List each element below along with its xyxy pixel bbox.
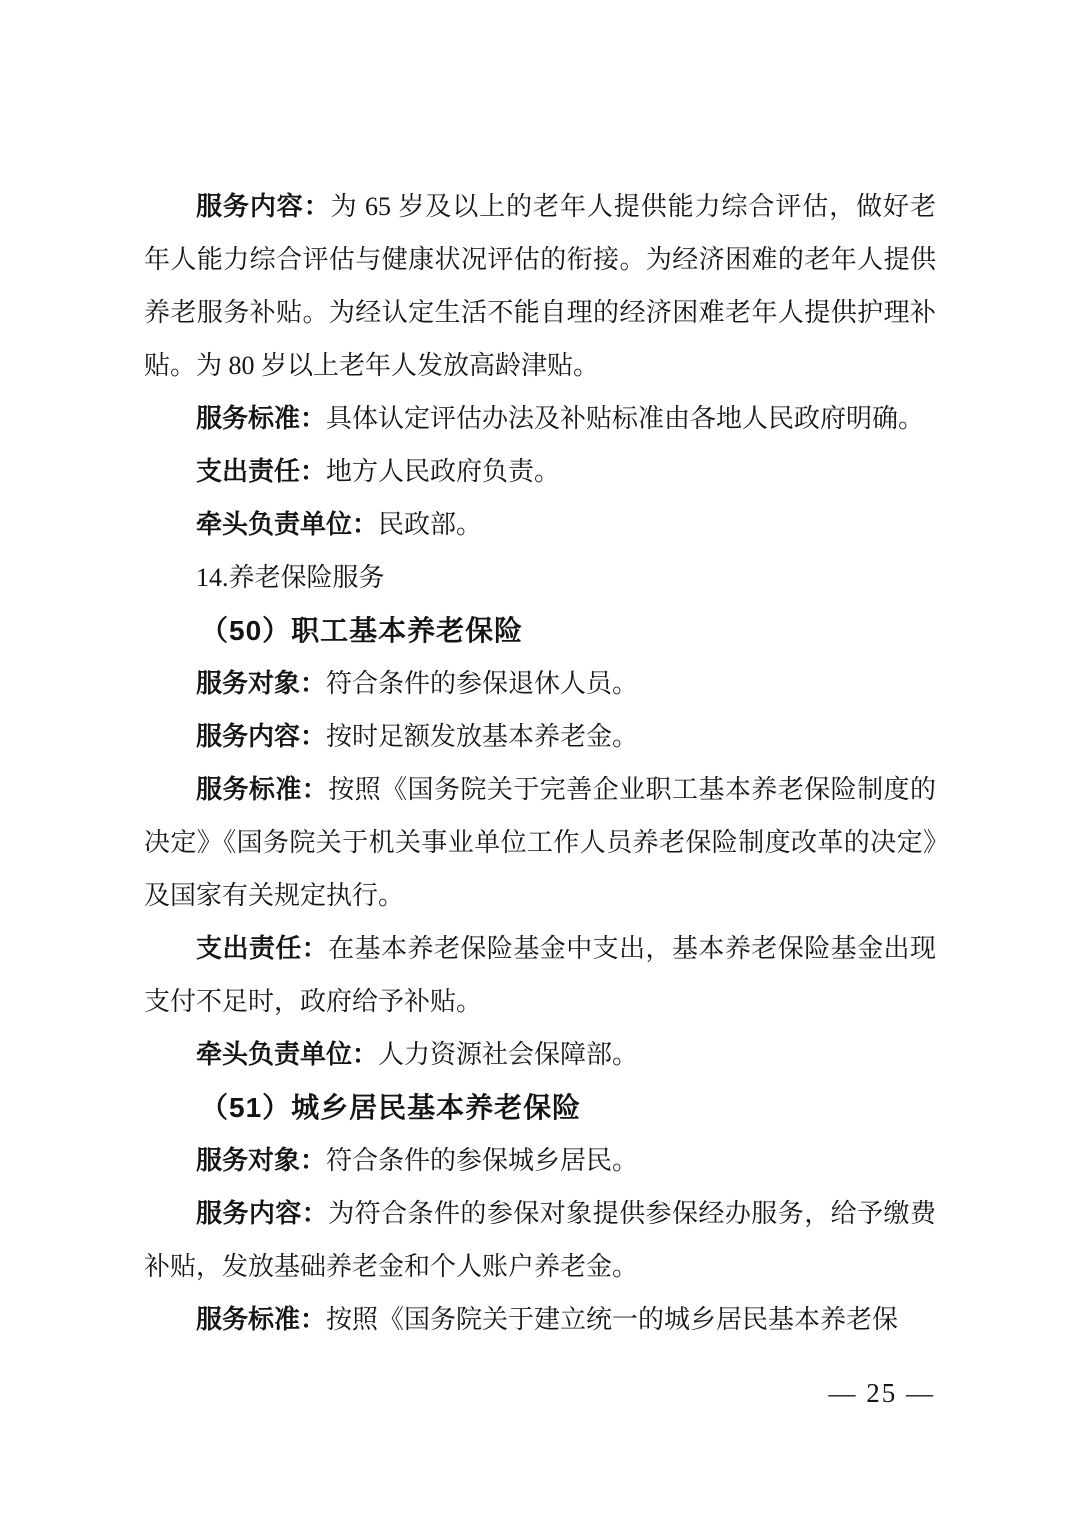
para-service-content-51: [144, 1187, 936, 1293]
para-lead-unit-50: [144, 1028, 936, 1081]
para-service-standard-51: [144, 1293, 936, 1346]
field-text-expenditure: 地方人民政府负责。: [326, 457, 561, 486]
heading-51-text: （51）城乡居民基本养老保险: [200, 1092, 582, 1123]
field-text-service-content: 按时足额发放基本养老金。: [326, 722, 639, 751]
field-label-service-content: 服务内容：: [196, 722, 327, 751]
field-label-expenditure: 支出责任：: [196, 457, 327, 486]
para-expenditure-responsibility-50: [144, 922, 936, 1028]
heading-50-employee-basic-pension: [144, 604, 936, 657]
field-label-lead-unit: 牵头负责单位：: [196, 510, 379, 539]
field-text-lead-unit: 人力资源社会保障部。: [378, 1040, 639, 1069]
field-text-lead-unit: 民政部。: [378, 510, 483, 539]
field-text-service-standard: 具体认定评估办法及补贴标准由各地人民政府明确。: [326, 404, 925, 433]
para-service-standard-50: [144, 763, 936, 922]
heading-51-urban-rural-basic-pension: [144, 1081, 936, 1134]
heading-50-text: （50）职工基本养老保险: [200, 615, 524, 646]
para-service-target-50: [144, 657, 936, 710]
field-text-service-standard: 按照《国务院关于建立统一的城乡居民基本养老保: [326, 1305, 899, 1334]
field-text-service-standard: 按照《国务院关于完善企业职工基本养老保险制度的决定》《国务院关于机关事业单位工作人员养老保险制度改革的决定》及国家有关规定执行。: [144, 775, 936, 910]
field-label-service-standard: 服务标准：: [196, 1305, 327, 1334]
field-label-service-standard: 服务标准：: [196, 404, 327, 433]
field-text-service-content: 为符合条件的参保对象提供参保经办服务，给予缴费补贴，发放基础养老金和个人账户养老金。: [144, 1199, 936, 1281]
page-number: — 25 —: [828, 1378, 935, 1408]
field-label-service-content: 服务内容：: [196, 1199, 329, 1228]
field-label-service-target: 服务对象：: [196, 669, 327, 698]
para-service-content-50: [144, 710, 936, 763]
para-lead-unit-elderly: [144, 498, 936, 551]
field-text-service-content: 为 65 岁及以上的老年人提供能力综合评估，做好老年人能力综合评估与健康状况评估的衔接。为经济困难的老年人提供养老服务补贴。为经认定生活不能自理的经济困难老年人提供护理补贴。为 80 岁以上老年人发放高龄津贴。: [144, 192, 936, 380]
para-service-target-51: [144, 1134, 936, 1187]
field-text-service-target: 符合条件的参保退休人员。: [326, 669, 639, 698]
field-label-lead-unit: 牵头负责单位：: [196, 1040, 379, 1069]
item-14-text: 14.养老保险服务: [196, 563, 385, 592]
field-label-expenditure: 支出责任：: [196, 934, 329, 963]
field-text-expenditure: 在基本养老保险基金中支出，基本养老保险基金出现支付不足时，政府给予补贴。: [144, 934, 936, 1016]
field-label-service-target: 服务对象：: [196, 1146, 327, 1175]
field-label-service-standard: 服务标准：: [196, 775, 329, 804]
field-label-service-content: 服务内容：: [196, 192, 331, 221]
field-text-service-target: 符合条件的参保城乡居民。: [326, 1146, 639, 1175]
item-14-pension-insurance-services: [144, 551, 936, 604]
para-service-standard-elderly: [144, 392, 936, 445]
document-body: [144, 180, 936, 1346]
para-expenditure-responsibility-elderly: [144, 445, 936, 498]
para-service-content-elderly: [144, 180, 936, 392]
